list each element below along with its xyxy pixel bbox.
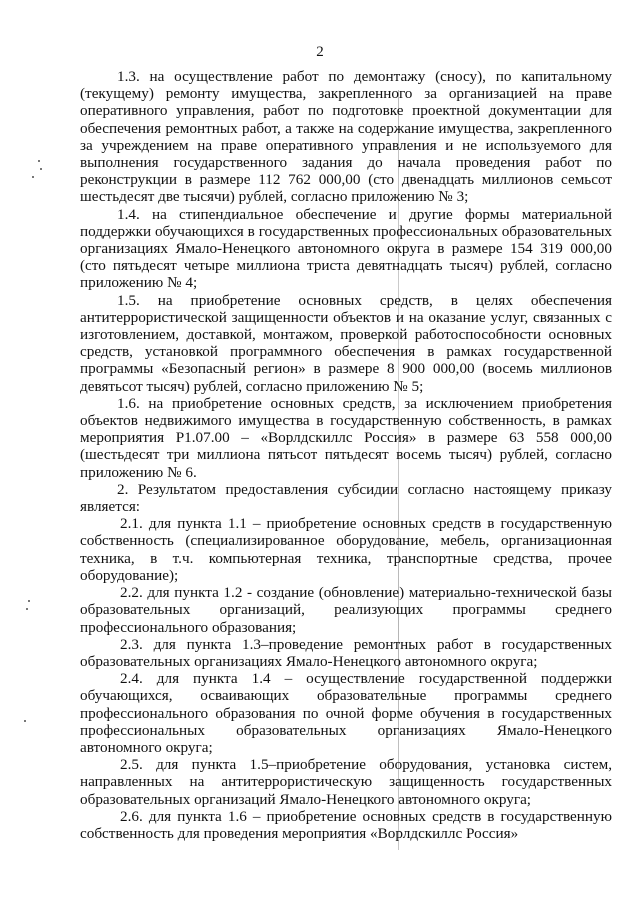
speck	[28, 600, 30, 602]
paragraph-1-6: 1.6. на приобретение основных средств, за исключением приобретения объектов недвижимого имущества в государственную собственность, в рамках мероприятия Р1.07.00 – «Ворлдскиллс Россия» в размере 63 558 000,00 (шестьдесят три миллиона пятьсот пятьдесят восемь тысяч) рублей, согласно приложению № 6.	[80, 394, 612, 481]
page-number: 2	[316, 44, 324, 60]
speck	[24, 720, 26, 722]
paragraph-1-4: 1.4. на стипендиальное обеспечение и другие формы материальной поддержки обучающихся в государственных профессиональных образовательных организациях Ямало-Ненецкого автономного округа в размере 154 319 000,00 (сто пятьдесят четыре миллиона триста девятнадцать тысяч) рублей, согласно приложению № 4;	[80, 205, 612, 292]
paragraph-2-4: 2.4. для пункта 1.4 – осуществление государственной поддержки обучающихся, осваивающих образовательные программы среднего профессионального образования по очной форме обучения в государственных профессиональных образовательных организациях Ямало-Ненецкого автономного округа;	[80, 670, 612, 756]
paragraph-1-3: 1.3. на осуществление работ по демонтажу (сносу), по капитальному (текущему) ремонту имущества, закрепленного за организацией на праве оперативного управления, работ по подготовке проектной документации для обеспечения ремонтных работ, а также на содержание имущества, закрепленного за учреждением на праве оперативного управления и не используемого для выполнения государственного задания до начала проведения работ по реконструкции в размере 112 762 000,00 (сто двенадцать миллионов семьсот шестьдесят две тысячи) рублей, согласно приложению № 3;	[80, 68, 612, 206]
paragraph-2: 2. Результатом предоставления субсидии согласно настоящему приказу является:	[80, 480, 612, 516]
speck	[32, 176, 34, 178]
paragraph-2-3: 2.3. для пункта 1.3–проведение ремонтных работ в государственных образовательных организациях Ямало-Ненецкого автономного округа;	[80, 635, 612, 670]
paragraph-2-2: 2.2. для пункта 1.2 - создание (обновление) материально-технической базы образовательных организаций, реализующих программы среднего профессионального образования;	[80, 584, 612, 636]
paragraph-2-6: 2.6. для пункта 1.6 – приобретение основных средств в государственную собственность для проведения мероприятия «Ворлдскиллс Россия»	[80, 807, 612, 842]
speck	[26, 608, 28, 610]
paragraph-1-5: 1.5. на приобретение основных средств, в целях обеспечения антитеррористической защищенности объектов и на оказание услуг, связанных с изготовлением, доставкой, монтажом, проверкой работоспособности основных средств, установкой программного обеспечения в рамках государственной программы «Безопасный регион» в размере 8 900 000,00 (восемь миллионов девятьсот тысяч) рублей, согласно приложению № 5;	[80, 291, 612, 395]
paragraph-2-5: 2.5. для пункта 1.5–приобретение оборудования, установка систем, направленных на антитеррористическую защищенность государственных образовательных организаций Ямало-Ненецкого автономного округа;	[80, 756, 612, 808]
paragraph-2-1: 2.1. для пункта 1.1 – приобретение основных средств в государственную собственность (специализированное оборудование, мебель, организационная техника, в т.ч. компьютерная техника, транспортные средства, прочее оборудование);	[80, 515, 612, 584]
document-body	[80, 68, 612, 842]
speck	[40, 168, 42, 170]
speck	[38, 160, 40, 162]
